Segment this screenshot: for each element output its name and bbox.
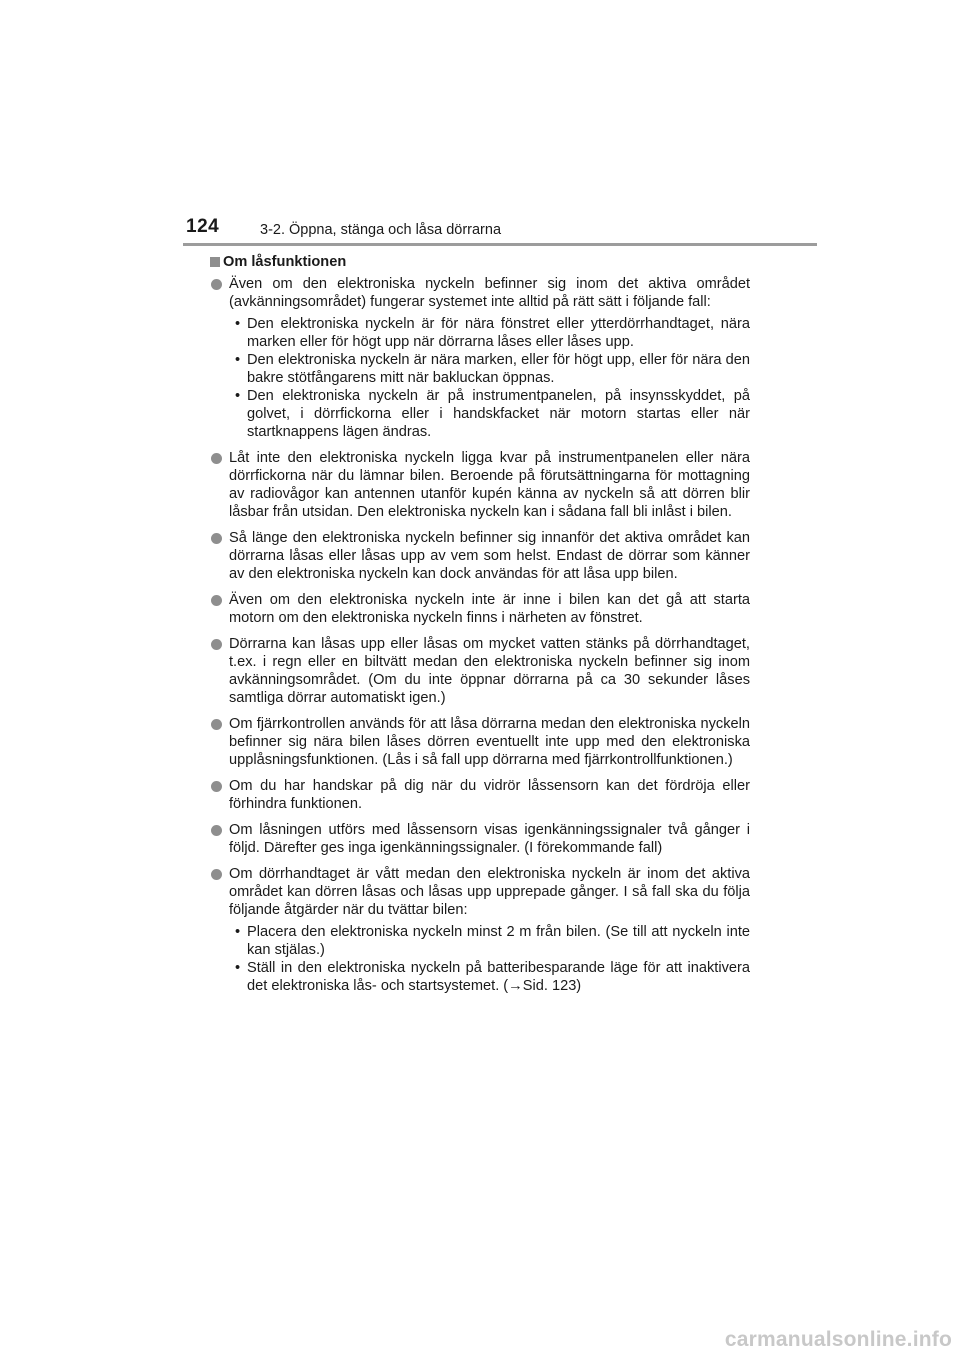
list-item	[209, 449, 750, 521]
sub-list-item	[229, 959, 750, 995]
list-item	[209, 821, 750, 857]
list-item-text: Dörrarna kan låsas upp eller låsas om mycket vatten stänks på dörrhandtaget, t.ex. i regn eller en biltvätt medan den elektroniska nyckeln befinner sig inom avkänningsområdet. (Om du inte öppnar dörrarna på ca 30 sekunder låses samtliga dörrar automatiskt igen.)	[229, 636, 750, 706]
circle-bullet-icon	[211, 719, 222, 730]
circle-bullet-icon	[211, 595, 222, 606]
dot-bullet-icon: •	[235, 352, 241, 368]
circle-bullet-icon	[211, 279, 222, 290]
content	[209, 253, 750, 1003]
section-heading-text: Om låsfunktionen	[223, 254, 347, 270]
section-heading	[209, 253, 750, 271]
item-list	[209, 275, 750, 995]
list-item	[209, 275, 750, 441]
sub-list	[229, 315, 750, 441]
sub-list-item-text: Den elektroniska nyckeln är nära marken, eller för högt upp, eller för nära den bakre stötfångarens mitt när bakluckan öppnas.	[247, 352, 750, 386]
dot-bullet-icon: •	[235, 924, 241, 940]
sub-list-item-text: Placera den elektroniska nyckeln minst 2 m från bilen. (Se till att nyckeln inte kan stjälas.)	[247, 924, 750, 958]
list-item-text: Om fjärrkontrollen används för att låsa dörrarna medan den elektroniska nyckeln befinner sig nära bilen låses dörren eventuellt inte upp med den elektroniska upplåsningsfunktionen. (Lås i så fall upp dörrarna med fjärrkontrollfunktionen.)	[229, 716, 750, 768]
list-item	[209, 865, 750, 995]
list-item	[209, 529, 750, 583]
header-rule	[183, 243, 817, 246]
dot-bullet-icon: •	[235, 388, 241, 404]
page-number: 124	[186, 216, 220, 237]
list-item-text: Även om den elektroniska nyckeln befinner sig inom det aktiva området (avkänningsområdet) fungerar systemet inte alltid på rätt sätt i följande fall:	[229, 276, 750, 310]
watermark: carmanualsonline.info	[724, 1328, 952, 1351]
circle-bullet-icon	[211, 639, 222, 650]
sub-list-item	[229, 387, 750, 441]
list-item	[209, 777, 750, 813]
section-title: 3-2. Öppna, stänga och låsa dörrarna	[260, 222, 502, 238]
list-item-text: Låt inte den elektroniska nyckeln ligga kvar på instrumentpanelen eller nära dörrfickorna när du lämnar bilen. Beroende på förutsättningarna för mottagning av radiovågor kan antennen utanför kupén känna av nyckeln så att dörren blir låsbar från utsidan. Den elektroniska nyckeln kan i sådana fall bli inlåst i bilen.	[229, 450, 750, 520]
circle-bullet-icon	[211, 453, 222, 464]
list-item-text: Även om den elektroniska nyckeln inte är inne i bilen kan det gå att starta motorn om den elektroniska nyckeln finns i närheten av fönstret.	[229, 592, 750, 626]
list-item-text: Så länge den elektroniska nyckeln befinner sig innanför det aktiva området kan dörrarna låsas eller låsas upp av vem som helst. Endast de dörrar som känner av den elektroniska nyckeln kan dock användas för att låsa upp bilen.	[229, 530, 750, 582]
sub-list-item	[229, 315, 750, 351]
sub-list-item	[229, 923, 750, 959]
square-bullet-icon	[210, 257, 220, 267]
sub-list-item-text: Ställ in den elektroniska nyckeln på batteribesparande läge för att inaktivera det elektroniska lås- och startsystemet. (→Sid. 123)	[247, 960, 750, 994]
sub-list-item-text: Den elektroniska nyckeln är för nära fönstret eller ytterdörrhandtaget, nära marken eller för högt upp när dörrarna låses eller låses upp.	[247, 316, 750, 350]
list-item	[209, 591, 750, 627]
list-item	[209, 635, 750, 707]
sub-list	[229, 923, 750, 995]
list-item-text: Om låsningen utförs med låssensorn visas igenkänningssignaler två gånger i följd. Därefter ges inga igenkänningssignaler. (I förekommande fall)	[229, 822, 750, 856]
circle-bullet-icon	[211, 781, 222, 792]
list-item-text: Om du har handskar på dig när du vidrör låssensorn kan det fördröja eller förhindra funktionen.	[229, 778, 750, 812]
dot-bullet-icon: •	[235, 316, 241, 332]
circle-bullet-icon	[211, 533, 222, 544]
circle-bullet-icon	[211, 825, 222, 836]
sub-list-item	[229, 351, 750, 387]
circle-bullet-icon	[211, 869, 222, 880]
list-item	[209, 715, 750, 769]
list-item-text: Om dörrhandtaget är vått medan den elektroniska nyckeln är inom det aktiva området kan dörren låsas och låsas upp upprepade gånger. I så fall ska du följa följande åtgärder när du tvättar bilen:	[229, 866, 750, 918]
dot-bullet-icon: •	[235, 960, 241, 976]
sub-list-item-text: Den elektroniska nyckeln är på instrumentpanelen, på insynsskyddet, på golvet, i dörrfickorna eller i handskfacket när motorn startas eller när startknappens lägen ändras.	[247, 388, 750, 440]
